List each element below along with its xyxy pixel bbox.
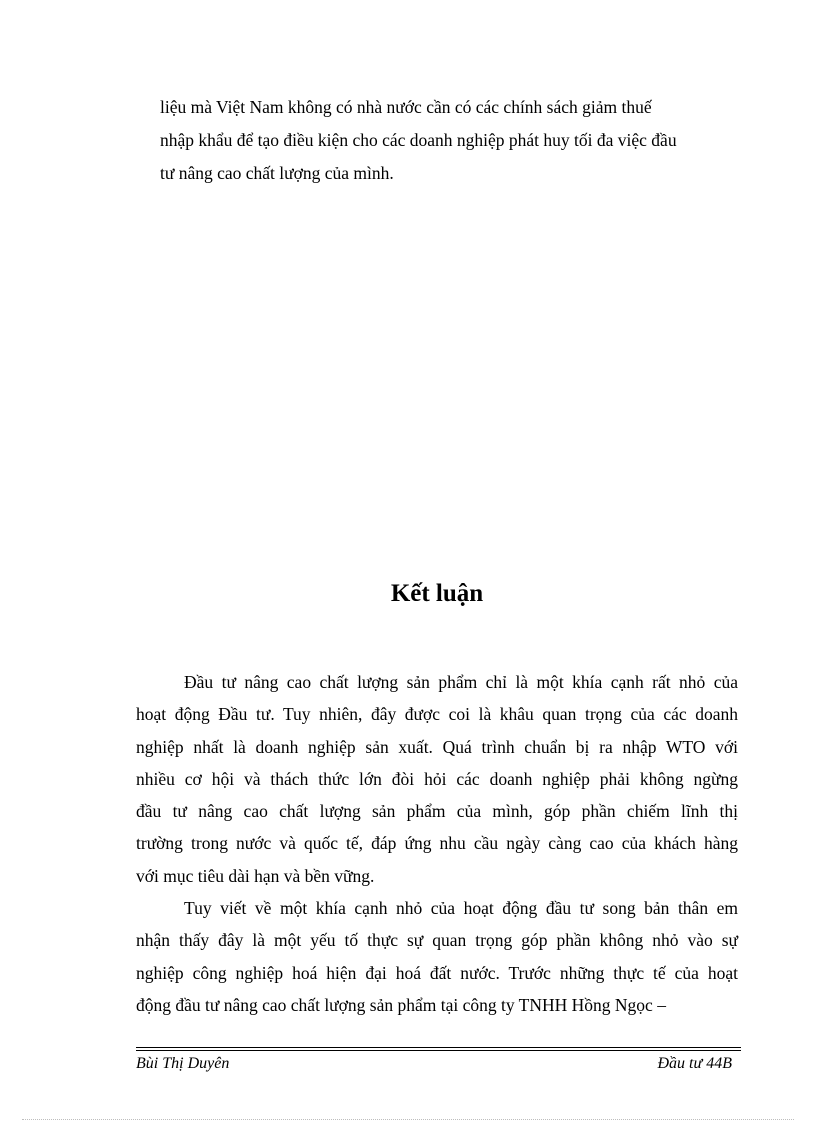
conclusion-heading: Kết luận xyxy=(390,580,484,607)
paragraph-2-line: động đầu tư nâng cao chất lượng sản phẩm tại công ty TNHH Hồng Ngọc – xyxy=(136,994,666,1015)
paragraph-1-line: nhiều cơ hội và thách thức lớn đòi hỏi các doanh nghiệp phải không ngừng xyxy=(136,768,738,789)
conclusion-body xyxy=(136,666,738,1021)
paragraph-1-line: trường trong nước và quốc tế, đáp ứng nhu cầu ngày càng cao của khách hàng xyxy=(136,833,738,854)
footer-divider xyxy=(136,1047,741,1048)
paragraph-2-line: nghiệp công nghiệp hoá hiện đại hoá đất nước. Trước những thực tế của hoạt xyxy=(136,962,738,983)
paragraph-1-line: đầu tư nâng cao chất lượng sản phẩm của mình, góp phần chiếm lĩnh thị xyxy=(136,801,738,822)
paragraph-1-line: với mục tiêu dài hạn và bền vững. xyxy=(136,865,375,886)
paragraph-1-line: nghiệp nhất là doanh nghiệp sản xuất. Quá trình chuẩn bị ra nhập WTO với xyxy=(136,736,738,757)
footer-divider xyxy=(136,1050,741,1051)
page-bottom-edge xyxy=(22,1119,794,1120)
paragraph-1-line: Đầu tư nâng cao chất lượng sản phẩm chỉ là một khía cạnh rất nhỏ của xyxy=(184,672,738,692)
paragraph-2-line: nhận thấy đây là một yếu tố thực sự quan trọng góp phần không nhỏ vào sự xyxy=(136,930,738,951)
paragraph-1-line: hoạt động Đầu tư. Tuy nhiên, đây được coi là khâu quan trọng của các doanh xyxy=(136,704,738,725)
top-paragraph-line: liệu mà Việt Nam không có nhà nước cần có các chính sách giảm thuế xyxy=(160,97,652,117)
paragraph-2-line: Tuy viết về một khía cạnh nhỏ của hoạt động đầu tư song bản thân em xyxy=(184,898,738,919)
top-paragraph xyxy=(160,91,740,190)
page-footer xyxy=(136,1052,732,1076)
top-paragraph-line: nhập khẩu để tạo điều kiện cho các doanh nghiệp phát huy tối đa việc đầu xyxy=(160,130,677,150)
footer-author: Bùi Thị Duyên xyxy=(136,1055,230,1072)
top-paragraph-line: tư nâng cao chất lượng của mình. xyxy=(160,163,394,183)
footer-class-label: Đầu tư 44B xyxy=(657,1055,732,1072)
